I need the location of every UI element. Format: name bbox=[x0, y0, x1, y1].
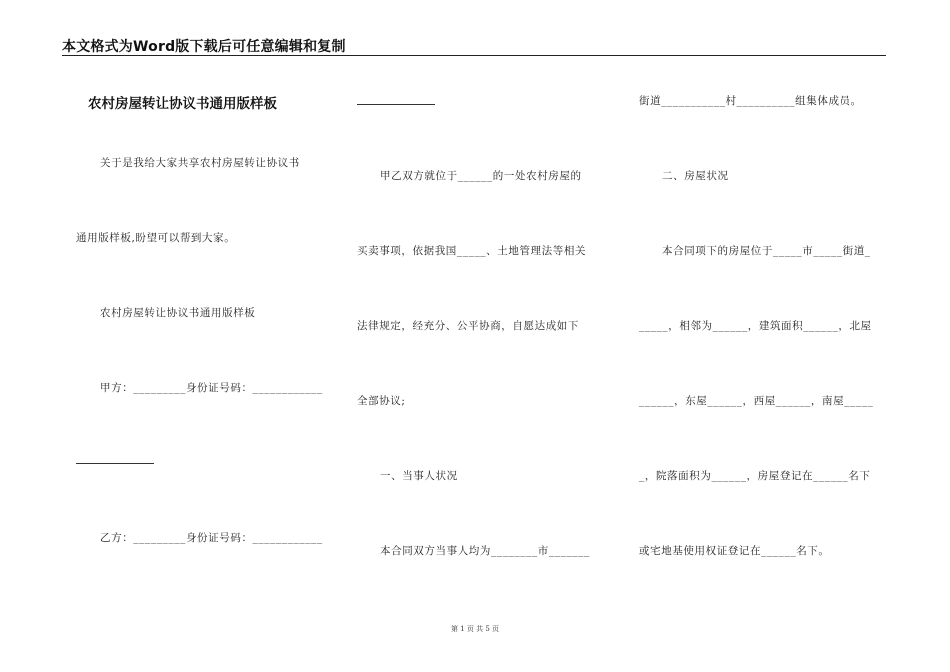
paragraph-line: 甲乙双方就位于______的一处农村房屋的 bbox=[380, 170, 582, 182]
paragraph-line: _，院落面积为______，房屋登记在______名下 bbox=[639, 470, 871, 482]
paragraph-line: _____，相邻为______，建筑面积______，北屋 bbox=[639, 320, 872, 332]
paragraph-line: 买卖事项，依据我国_____、土地管理法等相关 bbox=[357, 245, 587, 257]
paragraph-line: 本合同双方当事人均为________市_______ bbox=[380, 545, 590, 557]
party-b-line: 乙方：_________身份证号码：____________ bbox=[100, 532, 323, 544]
section-heading: 二、房屋状况 bbox=[662, 170, 729, 182]
section-heading: 一、当事人状况 bbox=[380, 470, 458, 482]
paragraph-line: 关于是我给大家共享农村房屋转让协议书 bbox=[100, 157, 300, 169]
paragraph-line: 全部协议; bbox=[357, 395, 406, 407]
paragraph-line: 法律规定，经充分、公平协商，自愿达成如下 bbox=[357, 320, 579, 332]
blank-underline bbox=[76, 463, 154, 464]
paragraph-line: 通用版样板,盼望可以帮到大家。 bbox=[76, 232, 236, 244]
paragraph-line: 本合同项下的房屋位于_____市_____街道_ bbox=[662, 245, 871, 257]
paragraph-line: 农村房屋转让协议书通用版样板 bbox=[100, 307, 256, 319]
page-footer: 第 1 页 共 5 页 bbox=[450, 625, 500, 633]
paragraph-line: ______，东屋______，西屋______，南屋_____ bbox=[639, 395, 874, 407]
paragraph-line: 或宅地基使用权证登记在______名下。 bbox=[639, 545, 830, 557]
blank-underline bbox=[357, 104, 435, 105]
paragraph-line: 街道___________村__________组集体成员。 bbox=[639, 95, 862, 107]
document-title: 农村房屋转让协议书通用版样板 bbox=[88, 96, 277, 112]
header-divider bbox=[62, 55, 886, 56]
header-banner: 本文格式为Word版下载后可任意编辑和复制 bbox=[62, 39, 346, 55]
party-a-line: 甲方：_________身份证号码：____________ bbox=[100, 382, 323, 394]
